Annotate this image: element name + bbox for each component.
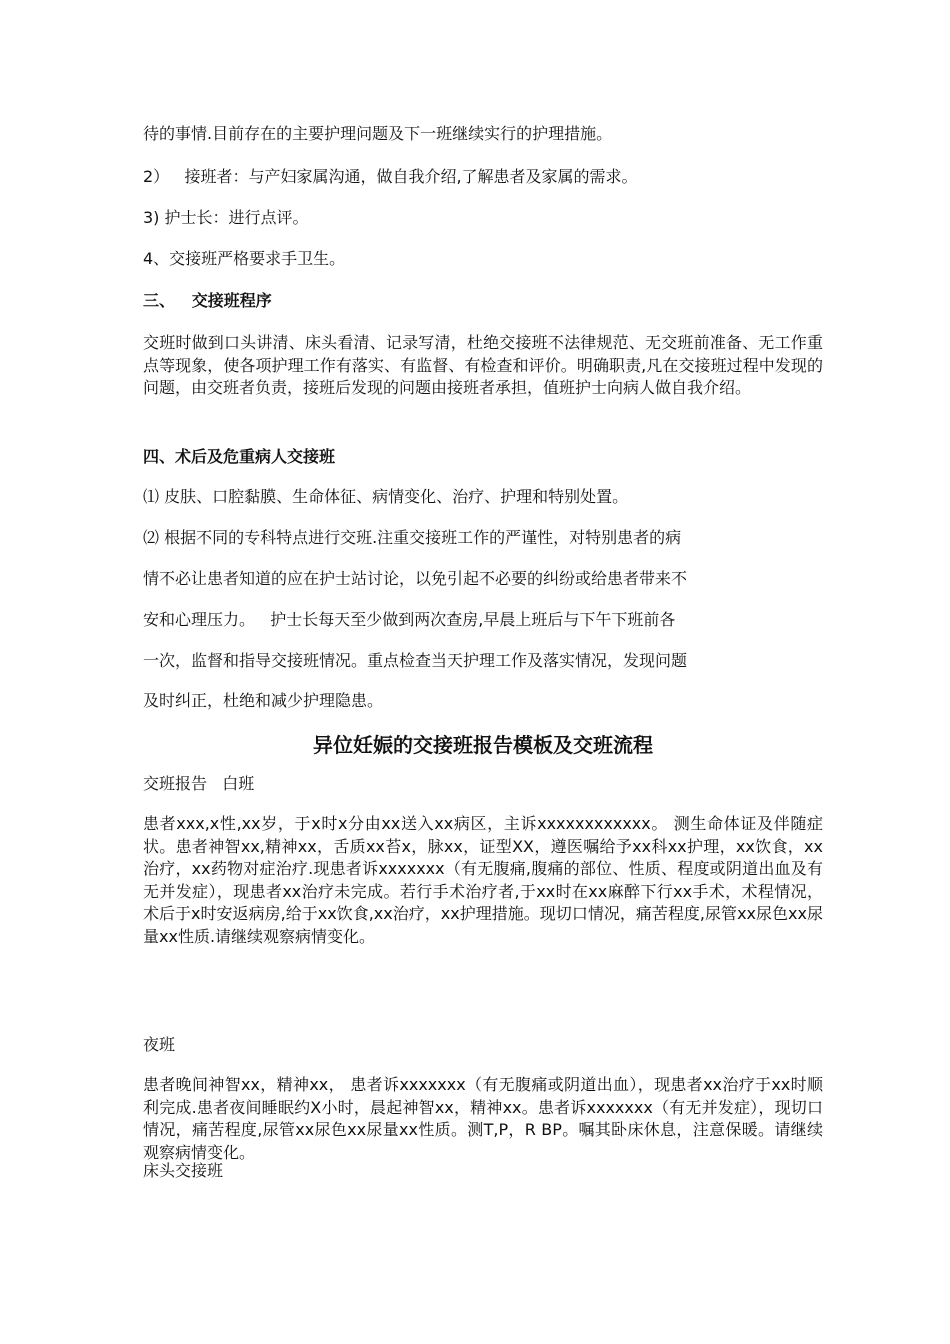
text-line: 安和心理压力。 护士长每天至少做到两次查房,早晨上班后与下午下班前各 [143,610,676,629]
text-line: 2） 接班者：与产妇家属沟通，做自我介绍,了解患者及家属的需求。 [143,167,638,186]
paragraph: 患者xxx,x性,xx岁，于x时x分由xx送入xx病区，主诉xxxxxxxxxxxx。 测生命体证及伴随症状。患者神智xx,精神xx，舌质xx苔x，脉xx，证型XX，遵医嘱给予xx科xx护理，xx饮食，xx治疗，xx药物对症治疗.现患者诉xxxxxxx（有无腹痛,腹痛的部位、性质、程度或阴道出血及有无并发症），现患者xx治疗未完成。若行手术治疗者,于xx时在xx麻醉下行xx手术，术程情况，术后于x时安返病房,给于xx饮食,xx治疗，xx护理措施。现切口情况，痛苦程度,尿管xx尿色xx尿量xx性质.请继续观察病情变化。 [143,814,823,946]
paragraph: 交班时做到口头讲清、床头看清、记录写清，杜绝交接班不法律规范、无交班前准备、无工作重点等现象，使各项护理工作有落实、有监督、有检查和评价。明确职责,凡在交接班过程中发现的问题，由交班者负责，接班后发现的问题由接班者承担，值班护士向病人做自我介绍。 [143,333,823,397]
text-line: 一次，监督和指导交接班情况。重点检查当天护理工作及落实情况，发现问题 [143,651,688,670]
text-line: ⑴ 皮肤、口腔黏膜、生命体征、病情变化、治疗、护理和特别处置。 [143,487,629,506]
paragraph: 患者晚间神智xx，精神xx， 患者诉xxxxxxx（有无腹痛或阴道出血），现患者xx治疗于xx时顺利完成.患者夜间睡眠约X小时，晨起神智xx，精神xx。患者诉xxxxxxx（有无并发症），现切口情况，痛苦程度,尿管xx尿色xx尿量xx性质。测T,P，R BP。嘱其卧床休息，注意保暖。请继续观察病情变化。 [143,1075,823,1162]
text-line: 情不必让患者知道的应在护士站讨论，以免引起不必要的纠纷或给患者带来不 [143,569,688,588]
section-heading: 四、术后及危重病人交接班 [143,447,336,466]
section-heading: 三、 交接班程序 [143,291,272,310]
section-label: 交班报告 白班 [143,774,255,793]
text-line: 及时纠正，杜绝和减少护理隐患。 [143,691,384,710]
section-label: 夜班 [143,1035,176,1054]
text-line: ⑵ 根据不同的专科特点进行交班.注重交接班工作的严谨性，对特别患者的病 [143,528,682,547]
section-label: 床头交接班 [143,1161,224,1180]
text-line: 3) 护士长：进行点评。 [143,208,309,227]
document-title: 异位妊娠的交接班报告模板及交班流程 [313,733,653,757]
text-line: 4、交接班严格要求手卫生。 [143,249,346,268]
text-line: 待的事情.目前存在的主要护理问题及下一班继续实行的护理措施。 [143,124,613,143]
